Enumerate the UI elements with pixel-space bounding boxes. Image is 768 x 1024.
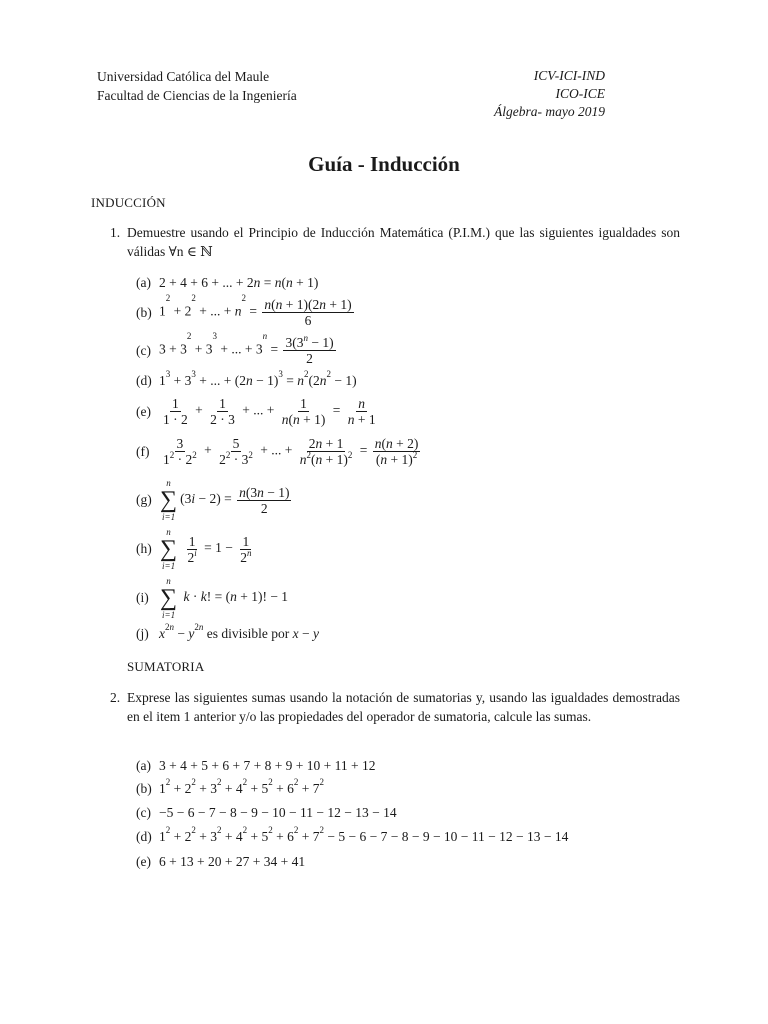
problem-statement: Demuestre usando el Principio de Inducción Matemática (P.I.M.) que las siguientes igualdades son válidas ∀n ∈ ℕ [127,225,680,259]
page-title: Guía - Inducción [308,152,460,176]
course-code-2: ICO-ICE [555,86,605,101]
expression: −5 − 6 − 7 − 8 − 9 − 10 − 11 − 12 − 13 − 14 [159,805,397,820]
list-item-2c [136,805,397,821]
header-right [494,67,605,121]
section-heading-sumatoria: SUMATORIA [127,659,205,674]
equation: n ∑ i=1 k · k! = (n + 1)! − 1 [160,576,289,620]
equation: $3 + 3^2 + 3^3$ + ... + $3^n$ = $\frac{3(3^n - 1)}{2}$ [159,331,334,366]
list-item-1i [136,576,288,620]
item-label: (g) [136,492,152,507]
problem-2 [110,688,680,726]
university-name: Universidad Católica del Maule [97,69,270,84]
item-label: (h) [136,541,152,556]
item-label: (b) [136,781,152,796]
section-heading-induccion: INDUCCIÓN [91,195,166,210]
list-item-2d [136,825,569,845]
list-item-1f [136,436,422,467]
list-item-1d [136,369,357,389]
equation: $1^3 + 3^3$ + ... + $(2n - 1)^3 = n^2(2n^2 - 1)$ [159,369,357,388]
summation-symbol: n ∑ i=1 [160,478,178,522]
item-label: (i) [136,590,149,605]
problem-1 [110,223,680,261]
item-label: (e) [136,854,151,869]
list-item-1h [136,527,255,571]
course-date: Álgebra- mayo 2019 [494,104,605,119]
problem-statement: Exprese las siguientes sumas usando la notación de sumatorias y, usando las igualdades demostradas en el item 1 anterior y/o las propiedades del operador de sumatoria, calcule las sumas. [127,690,680,724]
expression: $1^2 + 2^2 + 3^2 + 4^2 + 5^2 + 6^2 + 7^2 - 5 - 6 - 7 - 8 - 9 - 10 - 11 - 12 - 13 - 14$ [159,825,569,844]
problem-number: 1. [110,225,121,240]
summation-symbol: n ∑ i=1 [160,527,178,571]
item-label: (e) [136,403,151,419]
equation: n ∑ i=1 $\frac{1}{2^i}$ = 1 − $\frac{1}{2^n}$ [160,527,252,571]
header-left [97,67,297,105]
faculty-name: Facultad de Ciencias de la Ingeniería [97,88,297,103]
list-item-1e [136,396,380,427]
item-label: (c) [136,342,151,358]
list-item-1b [136,293,356,328]
equation: $x^{2n} - y^{2n}$ es divisible por x − y [159,622,319,641]
summation-symbol: n ∑ i=1 [160,576,178,620]
list-item-2b [136,777,324,797]
list-item-1g [136,478,293,522]
list-item-1a [136,275,318,291]
expression: $1^2 + 2^2 + 3^2 + 4^2 + 5^2 + 6^2 + 7^2$ [159,777,324,796]
equation: n ∑ i=1 (3i − 2) = $\frac{n(3n - 1)}{2}$ [160,478,290,522]
problem-number: 2. [110,690,121,705]
equation: $\frac{3}{1^2 \cdot 2^2}$ + $\frac{5}{2^2 \cdot 3^2}$ + ... + $\frac{2n + 1}{n^2(n + 1)^2}$ = $\frac{n(n + 2)}{(n + 1)^2}$ [163,436,419,467]
item-label: (d) [136,829,152,844]
list-item-1c [136,331,338,366]
list-item-2a [136,758,376,774]
item-label: (d) [136,373,152,388]
item-label: (b) [136,304,152,320]
equation: $\frac{1}{1 \cdot 2}$ + $\frac{1}{2 \cdot 3}$ + ... + $\frac{1}{n(n + 1)}$ = $\frac{n}{n + 1}$ [163,396,376,427]
expression: 3 + 4 + 5 + 6 + 7 + 8 + 9 + 10 + 11 + 12 [159,758,376,773]
list-item-2e [136,854,305,870]
list-item-1j [136,622,319,642]
item-label: (a) [136,275,151,290]
item-label: (j) [136,626,149,641]
expression: 6 + 13 + 20 + 27 + 34 + 41 [159,854,306,869]
item-label: (c) [136,805,151,820]
equation: $1^2 + 2^2$ + ... + $n^2$ = $\frac{n(n + 1)(2n + 1)}{6}$ [159,293,352,328]
equation: 2 + 4 + 6 + ... + 2n = n(n + 1) [159,275,319,290]
course-code-1: ICV-ICI-IND [533,68,605,83]
item-label: (f) [136,443,150,459]
item-label: (a) [136,758,151,773]
